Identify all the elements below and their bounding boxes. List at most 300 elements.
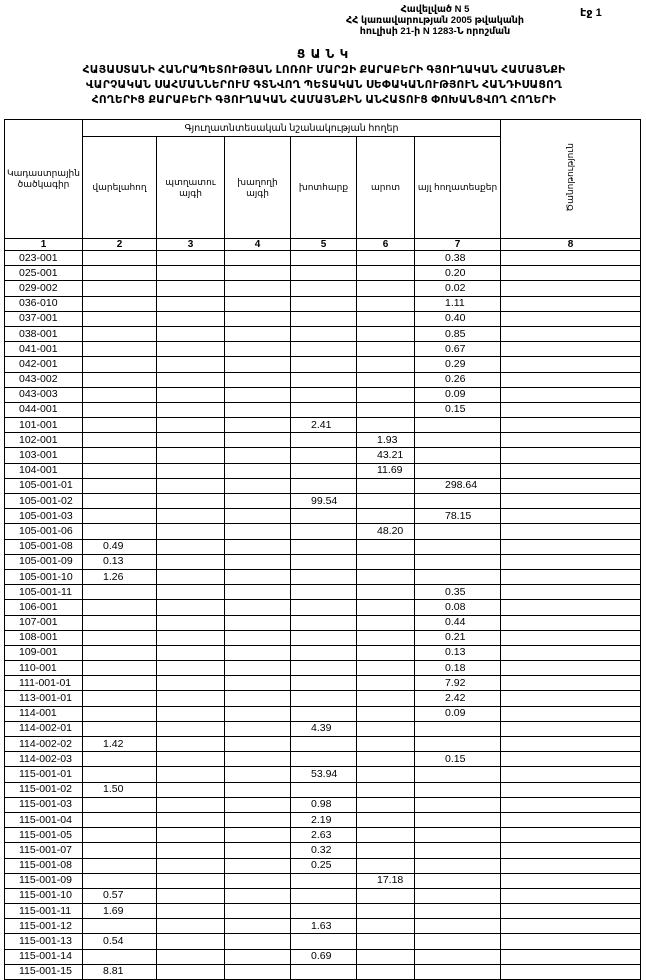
table-row xyxy=(5,615,641,630)
cell-orchard xyxy=(157,797,225,812)
cell-other: 0.08 xyxy=(415,600,501,615)
cell-other xyxy=(415,737,501,752)
table-body xyxy=(5,251,641,980)
cell-code: 115-001-15 xyxy=(5,964,83,979)
cell-note xyxy=(501,661,641,676)
cell-orchard xyxy=(157,539,225,554)
cell-code: 036-010 xyxy=(5,296,83,311)
cell-other xyxy=(415,721,501,736)
cell-pasture xyxy=(357,934,415,949)
table-row xyxy=(5,266,641,281)
table-row xyxy=(5,661,641,676)
cell-note xyxy=(501,767,641,782)
cell-hayfield: 2.19 xyxy=(291,812,357,827)
col-number: 6 xyxy=(357,239,415,251)
cell-code: 115-001-03 xyxy=(5,797,83,812)
cell-orchard xyxy=(157,752,225,767)
cell-arable xyxy=(83,949,157,964)
cell-arable xyxy=(83,585,157,600)
cell-vineyard xyxy=(225,645,291,660)
cell-arable xyxy=(83,311,157,326)
cell-other xyxy=(415,433,501,448)
cell-hayfield xyxy=(291,934,357,949)
cell-vineyard xyxy=(225,600,291,615)
cell-orchard xyxy=(157,494,225,509)
table-row xyxy=(5,767,641,782)
cell-code: 114-002-03 xyxy=(5,752,83,767)
cell-pasture xyxy=(357,372,415,387)
cell-note xyxy=(501,311,641,326)
table-row xyxy=(5,539,641,554)
cell-arable xyxy=(83,418,157,433)
cell-note xyxy=(501,645,641,660)
cell-hayfield xyxy=(291,448,357,463)
cell-other: 78.15 xyxy=(415,509,501,524)
cell-other xyxy=(415,904,501,919)
cell-arable xyxy=(83,645,157,660)
cell-code: 107-001 xyxy=(5,615,83,630)
annex-line-2: ՀՀ կառավարության 2005 թվականի xyxy=(345,15,525,26)
table-row xyxy=(5,828,641,843)
table-row xyxy=(5,554,641,569)
cell-hayfield xyxy=(291,782,357,797)
cell-vineyard xyxy=(225,372,291,387)
cell-note xyxy=(501,463,641,478)
cell-note xyxy=(501,812,641,827)
cell-orchard xyxy=(157,296,225,311)
cell-other: 0.09 xyxy=(415,706,501,721)
cell-note xyxy=(501,873,641,888)
cell-other xyxy=(415,828,501,843)
cell-other: 0.26 xyxy=(415,372,501,387)
cell-arable xyxy=(83,828,157,843)
header-notes xyxy=(501,120,641,239)
table-row xyxy=(5,873,641,888)
cell-note xyxy=(501,433,641,448)
cell-pasture xyxy=(357,402,415,417)
cell-hayfield xyxy=(291,326,357,341)
cell-orchard xyxy=(157,904,225,919)
cell-vineyard xyxy=(225,812,291,827)
annex-line-1: Հավելված N 5 xyxy=(400,4,470,15)
cell-arable xyxy=(83,463,157,478)
col-number: 7 xyxy=(415,239,501,251)
cell-orchard xyxy=(157,387,225,402)
cell-code: 105-001-09 xyxy=(5,554,83,569)
header-notes-label: Ծանոթություն xyxy=(565,143,576,212)
cell-orchard xyxy=(157,721,225,736)
table-row xyxy=(5,326,641,341)
cell-vineyard xyxy=(225,873,291,888)
cell-vineyard xyxy=(225,919,291,934)
cell-pasture xyxy=(357,554,415,569)
cell-orchard xyxy=(157,828,225,843)
table-row xyxy=(5,387,641,402)
cell-arable xyxy=(83,326,157,341)
cell-arable xyxy=(83,433,157,448)
table-row xyxy=(5,494,641,509)
cell-code: 115-001-10 xyxy=(5,888,83,903)
table-row xyxy=(5,888,641,903)
cell-code: 115-001-08 xyxy=(5,858,83,873)
cell-arable xyxy=(83,448,157,463)
cell-other: 298.64 xyxy=(415,478,501,493)
cell-arable: 0.13 xyxy=(83,554,157,569)
cell-vineyard xyxy=(225,311,291,326)
cell-pasture xyxy=(357,949,415,964)
table-row xyxy=(5,858,641,873)
cell-code: 105-001-03 xyxy=(5,509,83,524)
cell-vineyard xyxy=(225,342,291,357)
cell-code: 110-001 xyxy=(5,661,83,676)
table-row xyxy=(5,372,641,387)
cell-other: 0.20 xyxy=(415,266,501,281)
cell-hayfield: 1.63 xyxy=(291,919,357,934)
cell-pasture xyxy=(357,828,415,843)
cell-hayfield xyxy=(291,615,357,630)
table-row xyxy=(5,524,641,539)
table-row xyxy=(5,676,641,691)
cell-other: 0.29 xyxy=(415,357,501,372)
cell-orchard xyxy=(157,448,225,463)
cell-orchard xyxy=(157,706,225,721)
cell-orchard xyxy=(157,645,225,660)
cell-note xyxy=(501,585,641,600)
cell-code: 106-001 xyxy=(5,600,83,615)
cell-code: 115-001-04 xyxy=(5,812,83,827)
cell-note xyxy=(501,357,641,372)
cell-orchard xyxy=(157,266,225,281)
table-row xyxy=(5,691,641,706)
cell-orchard xyxy=(157,569,225,584)
cell-pasture xyxy=(357,782,415,797)
cell-hayfield xyxy=(291,463,357,478)
cell-pasture: 43.21 xyxy=(357,448,415,463)
cell-hayfield xyxy=(291,585,357,600)
cell-note xyxy=(501,706,641,721)
cell-pasture xyxy=(357,767,415,782)
cell-arable: 0.54 xyxy=(83,934,157,949)
cell-hayfield xyxy=(291,251,357,266)
header-code: Կադաստրային ծածկագիր xyxy=(5,120,83,239)
header-vineyard: խաղողի այգի xyxy=(225,137,291,239)
cell-hayfield: 53.94 xyxy=(291,767,357,782)
cell-hayfield xyxy=(291,342,357,357)
cell-orchard xyxy=(157,812,225,827)
cell-arable xyxy=(83,494,157,509)
cell-vineyard xyxy=(225,281,291,296)
cell-hayfield: 0.25 xyxy=(291,858,357,873)
cell-pasture xyxy=(357,706,415,721)
cell-note xyxy=(501,737,641,752)
cell-hayfield xyxy=(291,478,357,493)
cell-other xyxy=(415,934,501,949)
cell-other xyxy=(415,554,501,569)
cell-other: 0.38 xyxy=(415,251,501,266)
cell-other: 0.67 xyxy=(415,342,501,357)
cell-note xyxy=(501,539,641,554)
table-row xyxy=(5,600,641,615)
cell-arable: 8.81 xyxy=(83,964,157,979)
cell-code: 114-002-02 xyxy=(5,737,83,752)
cell-vineyard xyxy=(225,615,291,630)
cell-code: 115-001-13 xyxy=(5,934,83,949)
cell-vineyard xyxy=(225,858,291,873)
cell-vineyard xyxy=(225,251,291,266)
cell-hayfield xyxy=(291,661,357,676)
cell-arable xyxy=(83,296,157,311)
cell-orchard xyxy=(157,858,225,873)
table-row xyxy=(5,433,641,448)
cell-orchard xyxy=(157,600,225,615)
cell-note xyxy=(501,600,641,615)
cell-orchard xyxy=(157,402,225,417)
cell-hayfield xyxy=(291,372,357,387)
cell-vineyard xyxy=(225,934,291,949)
subtitle-line-2: ՎԱՐՉԱԿԱՆ ՍԱՀՄԱՆՆԵՐՈՒՄ ԳՏՆՎՈՂ ՊԵՏԱԿԱՆ ՍԵՓԱԿԱՆՈՒԹՅՈՒՆ ՀԱՆԴԻՍԱՑՈՂ xyxy=(85,79,563,91)
cell-hayfield xyxy=(291,706,357,721)
cell-note xyxy=(501,858,641,873)
cell-orchard xyxy=(157,873,225,888)
cell-hayfield xyxy=(291,569,357,584)
cell-orchard xyxy=(157,524,225,539)
cell-note xyxy=(501,721,641,736)
cell-arable xyxy=(83,767,157,782)
cell-code: 114-001 xyxy=(5,706,83,721)
cell-pasture xyxy=(357,858,415,873)
cell-other xyxy=(415,463,501,478)
table-row xyxy=(5,645,641,660)
cell-vineyard xyxy=(225,266,291,281)
cell-note xyxy=(501,494,641,509)
cell-pasture xyxy=(357,904,415,919)
cell-arable xyxy=(83,721,157,736)
cell-code: 105-001-01 xyxy=(5,478,83,493)
cell-note xyxy=(501,949,641,964)
cell-hayfield xyxy=(291,676,357,691)
table-row xyxy=(5,569,641,584)
cell-pasture xyxy=(357,478,415,493)
cell-hayfield xyxy=(291,509,357,524)
cell-hayfield xyxy=(291,904,357,919)
header-orchard: պտղատու այգի xyxy=(157,137,225,239)
cell-code: 029-002 xyxy=(5,281,83,296)
cell-arable xyxy=(83,630,157,645)
table-row xyxy=(5,812,641,827)
annex-line-3: հուլիսի 21-ի N 1283-Ն որոշման xyxy=(359,26,511,37)
cell-hayfield: 4.39 xyxy=(291,721,357,736)
col-number: 3 xyxy=(157,239,225,251)
cell-code: 111-001-01 xyxy=(5,676,83,691)
cell-hayfield xyxy=(291,433,357,448)
cell-orchard xyxy=(157,463,225,478)
cell-pasture xyxy=(357,797,415,812)
cell-other xyxy=(415,858,501,873)
cell-vineyard xyxy=(225,509,291,524)
table-row xyxy=(5,509,641,524)
cell-pasture xyxy=(357,281,415,296)
cell-other xyxy=(415,539,501,554)
cell-vineyard xyxy=(225,676,291,691)
cell-vineyard xyxy=(225,828,291,843)
cell-vineyard xyxy=(225,949,291,964)
table-row xyxy=(5,251,641,266)
cell-other: 0.44 xyxy=(415,615,501,630)
cell-other xyxy=(415,873,501,888)
cell-arable xyxy=(83,797,157,812)
cell-vineyard xyxy=(225,478,291,493)
cell-note xyxy=(501,843,641,858)
cell-note xyxy=(501,251,641,266)
cell-arable: 1.26 xyxy=(83,569,157,584)
cell-note xyxy=(501,919,641,934)
table-row xyxy=(5,418,641,433)
cell-note xyxy=(501,691,641,706)
cell-pasture xyxy=(357,600,415,615)
cell-pasture: 17.18 xyxy=(357,873,415,888)
cell-hayfield xyxy=(291,524,357,539)
cell-pasture xyxy=(357,691,415,706)
cell-other xyxy=(415,494,501,509)
cell-hayfield xyxy=(291,691,357,706)
cell-code: 023-001 xyxy=(5,251,83,266)
cell-hayfield xyxy=(291,737,357,752)
cell-vineyard xyxy=(225,630,291,645)
cell-note xyxy=(501,448,641,463)
table-row xyxy=(5,919,641,934)
cell-pasture xyxy=(357,888,415,903)
cell-arable xyxy=(83,858,157,873)
cell-hayfield: 2.63 xyxy=(291,828,357,843)
cell-pasture xyxy=(357,311,415,326)
cell-arable: 1.69 xyxy=(83,904,157,919)
cell-other: 0.02 xyxy=(415,281,501,296)
cell-hayfield: 99.54 xyxy=(291,494,357,509)
cell-pasture xyxy=(357,266,415,281)
header-hayfield: խոտհարք xyxy=(291,137,357,239)
cell-vineyard xyxy=(225,843,291,858)
cell-hayfield xyxy=(291,266,357,281)
cell-vineyard xyxy=(225,752,291,767)
cell-vineyard xyxy=(225,737,291,752)
table-row xyxy=(5,448,641,463)
cell-pasture: 48.20 xyxy=(357,524,415,539)
table-row xyxy=(5,296,641,311)
cell-arable xyxy=(83,357,157,372)
col-number: 1 xyxy=(5,239,83,251)
cell-code: 105-001-02 xyxy=(5,494,83,509)
cell-vineyard xyxy=(225,904,291,919)
cell-note xyxy=(501,509,641,524)
cell-note xyxy=(501,569,641,584)
cell-hayfield xyxy=(291,554,357,569)
table-row xyxy=(5,585,641,600)
cell-orchard xyxy=(157,357,225,372)
cell-note xyxy=(501,342,641,357)
header-group-agricultural: Գյուղատնտեսական նշանակության հողեր xyxy=(83,120,501,137)
cell-code: 115-001-01 xyxy=(5,767,83,782)
cell-other: 7.92 xyxy=(415,676,501,691)
cell-hayfield xyxy=(291,752,357,767)
cell-orchard xyxy=(157,478,225,493)
cell-note xyxy=(501,554,641,569)
document-title: Ց Ա Ն Կ xyxy=(296,47,350,61)
cell-other: 0.21 xyxy=(415,630,501,645)
cell-hayfield xyxy=(291,357,357,372)
cell-orchard xyxy=(157,843,225,858)
column-numbers-row xyxy=(5,239,641,251)
cell-vineyard xyxy=(225,326,291,341)
cell-code: 038-001 xyxy=(5,326,83,341)
cell-code: 042-001 xyxy=(5,357,83,372)
cell-vineyard xyxy=(225,539,291,554)
cell-pasture xyxy=(357,357,415,372)
cell-pasture xyxy=(357,676,415,691)
cell-arable xyxy=(83,509,157,524)
cell-arable xyxy=(83,387,157,402)
cell-arable xyxy=(83,843,157,858)
cell-other xyxy=(415,888,501,903)
cell-orchard xyxy=(157,554,225,569)
cell-hayfield: 2.41 xyxy=(291,418,357,433)
document-subtitle xyxy=(6,63,642,108)
cell-orchard xyxy=(157,676,225,691)
cell-other: 0.40 xyxy=(415,311,501,326)
cell-arable xyxy=(83,919,157,934)
cell-hayfield: 0.69 xyxy=(291,949,357,964)
cell-pasture xyxy=(357,387,415,402)
cell-other xyxy=(415,418,501,433)
cell-code: 115-001-14 xyxy=(5,949,83,964)
col-number: 8 xyxy=(501,239,641,251)
cell-code: 104-001 xyxy=(5,463,83,478)
cell-hayfield xyxy=(291,600,357,615)
header-arable: վարելահող xyxy=(83,137,157,239)
cell-other xyxy=(415,782,501,797)
table-row xyxy=(5,630,641,645)
header-pasture: արոտ xyxy=(357,137,415,239)
cell-note xyxy=(501,752,641,767)
cell-pasture xyxy=(357,721,415,736)
table-row xyxy=(5,843,641,858)
table-row xyxy=(5,402,641,417)
cell-pasture xyxy=(357,418,415,433)
cell-vineyard xyxy=(225,585,291,600)
cell-hayfield xyxy=(291,281,357,296)
cell-note xyxy=(501,418,641,433)
cell-code: 108-001 xyxy=(5,630,83,645)
cell-note xyxy=(501,281,641,296)
table-row xyxy=(5,797,641,812)
cell-pasture xyxy=(357,812,415,827)
cell-orchard xyxy=(157,585,225,600)
table-row xyxy=(5,342,641,357)
cell-arable xyxy=(83,478,157,493)
cell-arable xyxy=(83,615,157,630)
cell-other: 0.35 xyxy=(415,585,501,600)
table-row xyxy=(5,752,641,767)
cell-other: 0.85 xyxy=(415,326,501,341)
cell-other: 2.42 xyxy=(415,691,501,706)
table-row xyxy=(5,904,641,919)
cell-vineyard xyxy=(225,402,291,417)
land-table xyxy=(4,119,641,980)
cell-orchard xyxy=(157,251,225,266)
cell-pasture xyxy=(357,752,415,767)
cell-hayfield: 0.98 xyxy=(291,797,357,812)
cell-arable xyxy=(83,266,157,281)
cell-orchard xyxy=(157,342,225,357)
